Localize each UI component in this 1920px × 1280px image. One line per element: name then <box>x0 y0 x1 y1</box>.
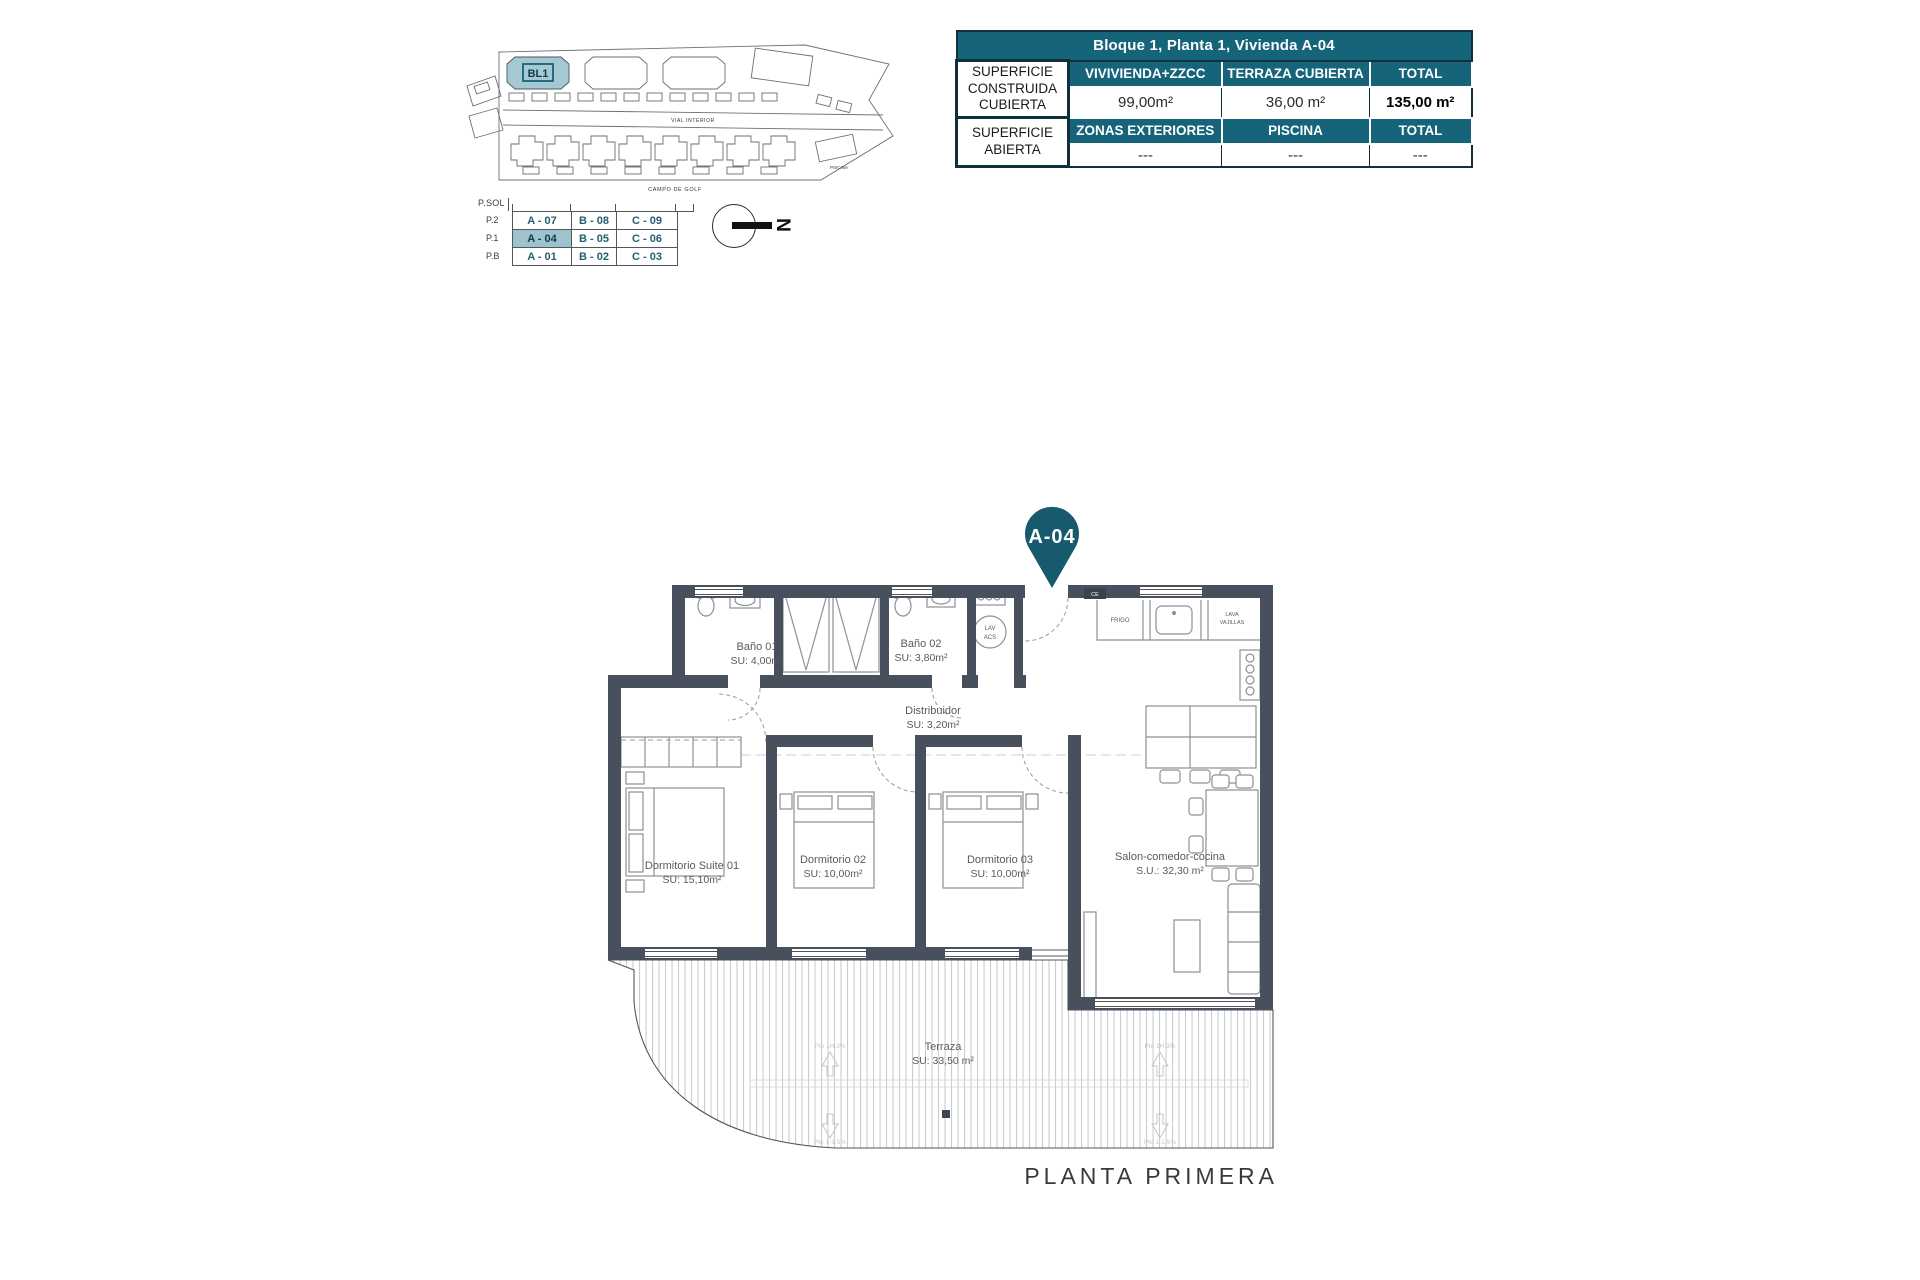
floor-plan-drawing <box>600 492 1290 1192</box>
room-area-bano1: SU: 4,00m² <box>730 655 784 667</box>
summary-value: --- <box>1370 144 1472 167</box>
coffee-table <box>1174 920 1200 972</box>
north-arrow <box>712 204 812 254</box>
room-name-terraza: Terraza <box>924 1041 962 1053</box>
site-plan-drawing <box>465 38 895 198</box>
unit-cell: A - 07 <box>513 212 572 230</box>
unit-pin <box>1025 507 1079 588</box>
lav-label: LAV <box>984 626 996 632</box>
unit-cell: C - 06 <box>617 230 678 248</box>
terrace-drain <box>942 1110 950 1118</box>
slope-label: Pte 1-1.5% <box>813 1139 847 1146</box>
unit-cell: C - 03 <box>617 248 678 266</box>
unit-cell: B - 08 <box>572 212 617 230</box>
room-name-bano2: Baño 02 <box>900 638 942 650</box>
room-name-suite: Dormitorio Suite 01 <box>644 860 740 872</box>
matrix-tick <box>675 204 676 211</box>
lavavajillas-label-1: LAVA <box>1225 612 1239 618</box>
room-name-dorm3: Dormitorio 03 <box>966 854 1034 866</box>
room-area-terraza: SU: 33,50 m² <box>912 1055 974 1067</box>
summary-value: 99,00m² <box>1069 87 1222 118</box>
acs-label: ACS <box>983 635 997 641</box>
room-name-bano1: Baño 01 <box>736 641 778 653</box>
unit-pin-label: A-04 <box>1028 526 1076 548</box>
north-letter: N <box>771 218 793 232</box>
ce-label: CE <box>1091 592 1099 598</box>
room-area-salon: S.U.: 32,30 m² <box>1136 865 1204 877</box>
sofa <box>1228 884 1260 994</box>
matrix-bracket <box>508 198 509 211</box>
summary-col-header: ZONAS EXTERIORES <box>1069 118 1222 144</box>
slope-label: Pte 1-1.5% <box>1143 1139 1177 1146</box>
golf-label: CAMPO DE GOLF <box>648 187 702 193</box>
summary-col-header: TOTAL <box>1370 61 1472 87</box>
floor-plan <box>600 492 1290 1192</box>
site-plan <box>465 38 895 198</box>
frigo-label: FRIGO <box>1110 618 1130 624</box>
site-pool-area <box>815 94 856 161</box>
room-name-distribuidor: Distribuidor <box>905 705 961 717</box>
unit-cell: A - 01 <box>513 248 572 266</box>
room-area-dorm3: SU: 10,00m² <box>970 868 1030 880</box>
summary-row1-label: SUPERFICIE CONSTRUIDA CUBIERTA <box>957 61 1069 118</box>
summary-col-header: PISCINA <box>1222 118 1370 144</box>
summary-table <box>955 30 1473 168</box>
plan-caption: PLANTA PRIMERA <box>1024 1163 1278 1189</box>
road-line-top <box>503 110 883 115</box>
level-label-p1: P.1 <box>486 233 499 243</box>
room-area-suite: SU: 15,10m² <box>662 874 722 886</box>
unit-matrix <box>478 196 718 276</box>
terrace <box>608 960 1273 1148</box>
slope-label: Pte 1H.3% <box>814 1043 846 1050</box>
road-line-bottom <box>503 125 883 130</box>
bl1-label: BL1 <box>527 68 549 80</box>
pool-label: PISCINA <box>829 165 849 170</box>
matrix-tick <box>512 204 513 211</box>
site-neighbour-blocks <box>467 76 503 138</box>
summary-col-header: VIVIVIENDA+ZZCC <box>1069 61 1222 87</box>
room-area-distribuidor: SU: 3,20m² <box>906 719 960 731</box>
wardrobe-doors <box>783 590 879 672</box>
slope-label: Pte 1H.3% <box>1144 1043 1176 1050</box>
summary-value: --- <box>1222 144 1370 167</box>
room-name-salon: Salon-comedor-cocina <box>1114 851 1226 863</box>
level-label-p2: P.2 <box>486 215 499 225</box>
summary-col-header: TOTAL <box>1370 118 1472 144</box>
site-houses <box>511 136 795 166</box>
summary-value-total: 135,00 m² <box>1370 87 1472 118</box>
site-parking-row1 <box>509 93 777 101</box>
cooktop <box>1240 650 1260 700</box>
matrix-header: P.SOL <box>478 198 505 208</box>
tv-bench <box>1084 912 1096 1000</box>
summary-title: Bloque 1, Planta 1, Vivienda A-04 <box>957 31 1472 61</box>
unit-cell: B - 05 <box>572 230 617 248</box>
level-label-pb: P.B <box>486 251 500 261</box>
furniture <box>621 589 1260 1000</box>
summary-value: --- <box>1069 144 1222 167</box>
site-parking-row2 <box>523 167 777 174</box>
room-area-dorm2: SU: 10,00m² <box>803 868 863 880</box>
lavavajillas-label-2: VAJILLAS <box>1219 620 1245 626</box>
matrix-tick <box>615 204 616 211</box>
north-bar <box>732 222 772 229</box>
matrix-tick <box>570 204 571 211</box>
matrix-tick <box>693 204 694 211</box>
summary-value: 36,00 m² <box>1222 87 1370 118</box>
room-name-dorm2: Dormitorio 02 <box>799 854 867 866</box>
unit-cell: C - 09 <box>617 212 678 230</box>
summary-col-header: TERRAZA CUBIERTA <box>1222 61 1370 87</box>
matrix-grid <box>512 211 678 266</box>
kitchen-island <box>1146 706 1256 783</box>
unit-cell: B - 02 <box>572 248 617 266</box>
unit-cell-highlighted: A - 04 <box>513 230 572 248</box>
summary-row2-label: SUPERFICIE ABIERTA <box>957 118 1069 167</box>
road-label: VIAL INTERIOR <box>671 118 715 124</box>
room-area-bano2: SU: 3,80m² <box>894 652 948 664</box>
